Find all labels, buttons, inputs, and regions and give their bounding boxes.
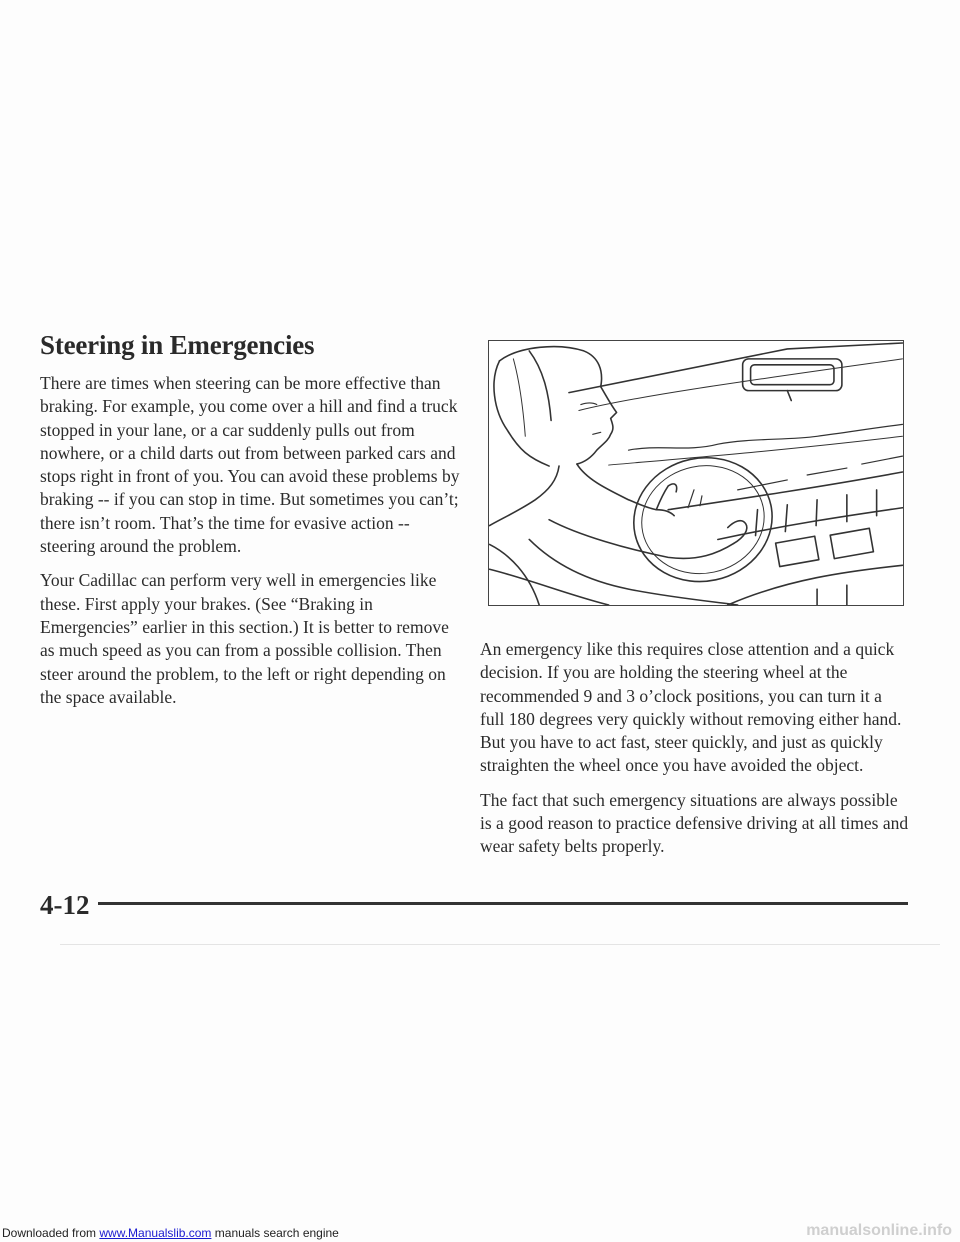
driver-steering-illustration: [488, 340, 904, 606]
watermark-text: manualsonline.info: [806, 1222, 952, 1239]
section-heading: Steering in Emergencies: [40, 330, 315, 360]
body-paragraph: The fact that such emergency situations are always possible is a good reason to practice defensive driving at all times and wear safety belts properly.: [480, 789, 909, 857]
download-suffix: manuals search engine: [211, 1226, 339, 1240]
page-number: 4-12: [40, 890, 90, 920]
page-footer: [0, 1220, 960, 1240]
right-column: [480, 638, 910, 870]
download-prefix: Downloaded from: [2, 1226, 100, 1240]
body-paragraph: An emergency like this requires close attention and a quick decision. If you are holding the steering wheel at the recommended 9 and 3 o’clock positions, you can turn it a full 180 degrees very quickly without removing either hand. But you have to act fast, steer quickly, and just as quickly straighten the wheel once you have avoided the object.: [480, 639, 902, 776]
manualslib-link[interactable]: www.Manualslib.com: [99, 1226, 212, 1240]
left-column: [40, 372, 460, 720]
body-paragraph: Your Cadillac can perform very well in emergencies like these. First apply your brakes. (See “Braking in Emergencies” earlier in this section.) It is better to remove as much speed as you can from a possible collision. Then steer around the problem, to the left or right depending on the space available.: [40, 570, 449, 707]
divider: [60, 944, 940, 945]
footer-rule: [98, 902, 908, 905]
download-note: [2, 1226, 339, 1240]
steering-wheel-shape: [622, 445, 783, 594]
body-paragraph: There are times when steering can be more effective than braking. For example, you come over a hill and find a truck stopped in your lane, or a car suddenly pulls out from nowhere, or a child darts out from between parked cars and stops right in front of you. You can avoid these problems by braking -- if you can stop in time. But sometimes you can’t; there isn’t room. That’s the time for evasive action -- steering around the problem.: [40, 373, 460, 557]
